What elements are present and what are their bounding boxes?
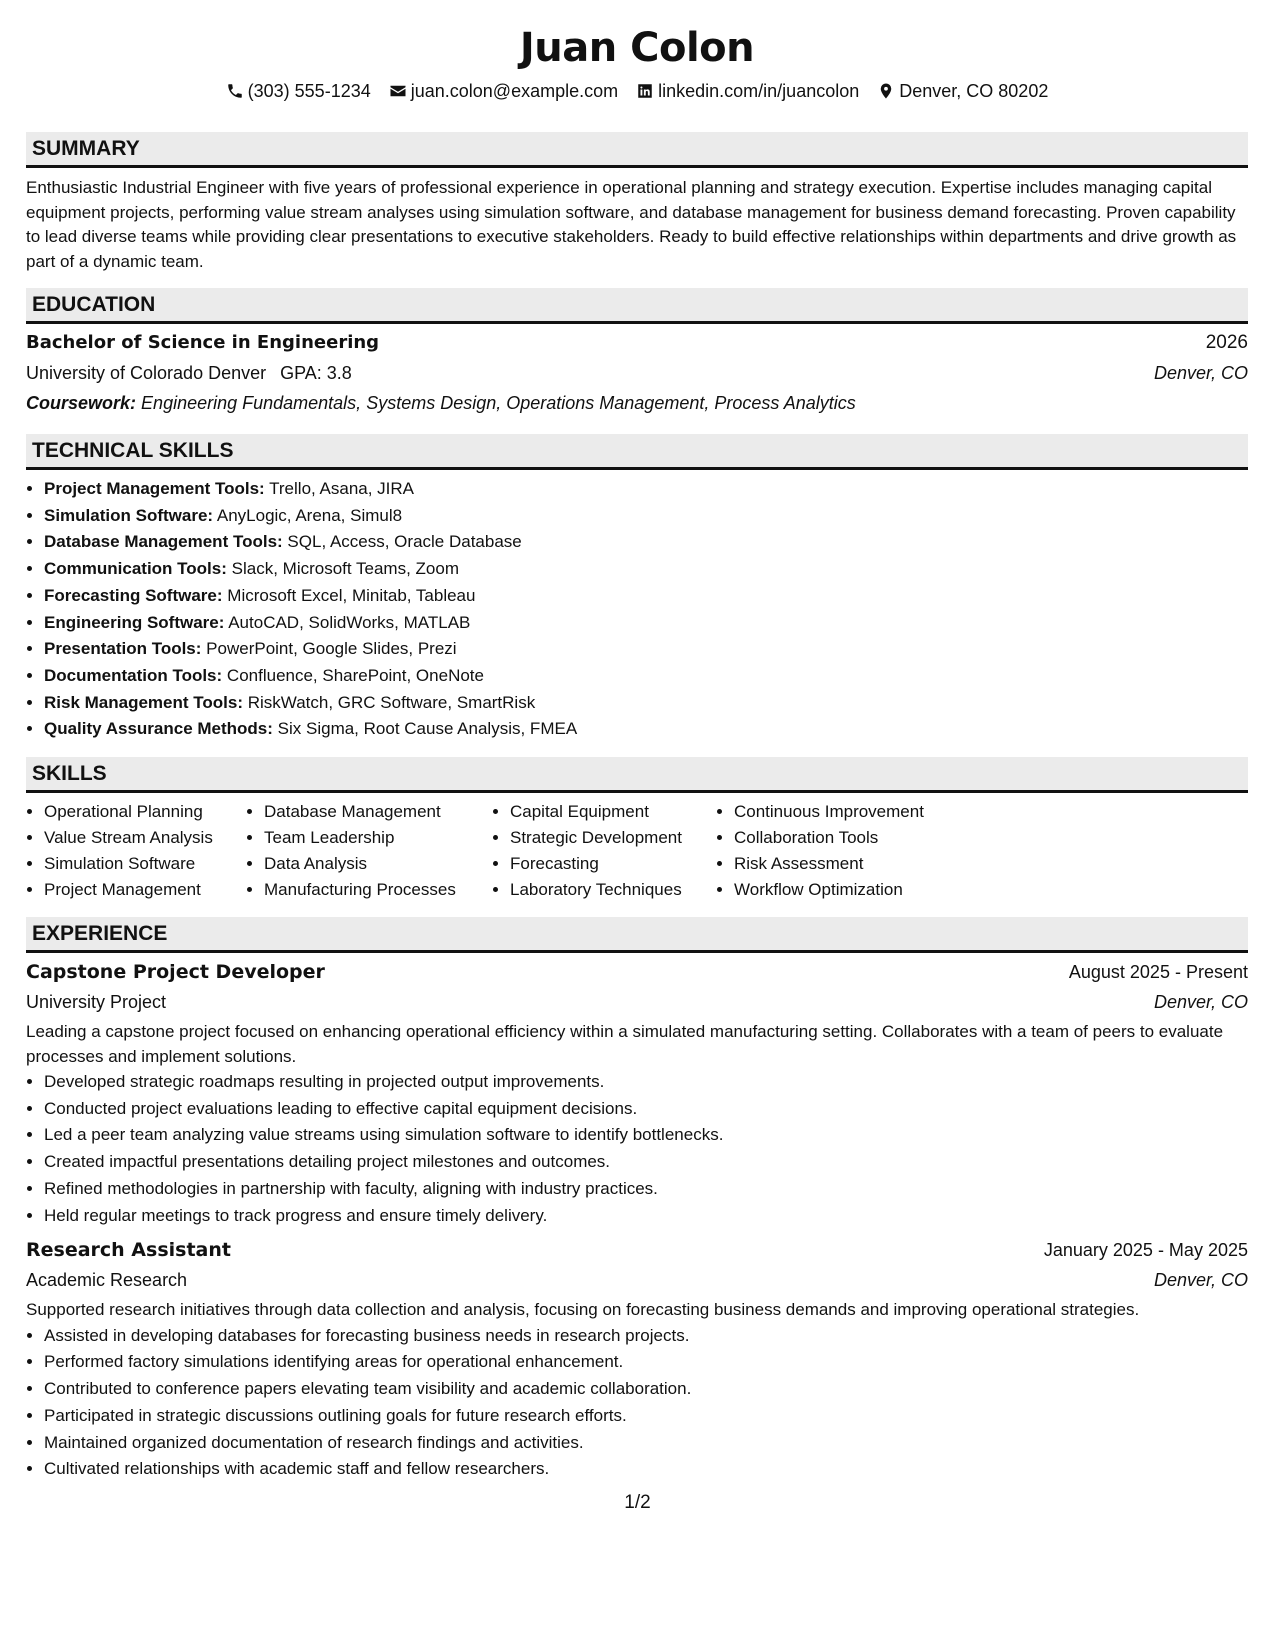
list-item <box>44 663 1248 690</box>
job-org-row <box>26 987 1248 1017</box>
contact-location <box>877 78 1048 104</box>
list-item: • Refined methodologies in partnership with faculty, aligning with industry practices. <box>44 1176 1248 1203</box>
skills-column <box>716 799 924 903</box>
skill-category: Engineering Software: <box>44 612 225 632</box>
school-name: University of Colorado Denver <box>26 363 267 383</box>
job-organization: Academic Research <box>26 1270 188 1291</box>
job-title: Research Assistant <box>26 1239 231 1262</box>
job-location: Denver, CO <box>1153 1270 1248 1291</box>
list-item: • Performed factory simulations identifying areas for operational enhancement. <box>44 1349 1248 1376</box>
skill-values: Microsoft Excel, Minitab, Tableau <box>227 585 476 605</box>
envelope-icon <box>389 82 407 100</box>
contact-row <box>26 78 1248 104</box>
school-location: Denver, CO <box>1153 363 1248 383</box>
skill-values: AnyLogic, Arena, Simul8 <box>216 505 403 525</box>
map-marker-icon <box>877 82 895 100</box>
list-item <box>44 583 1248 610</box>
skill-values: Slack, Microsoft Teams, Zoom <box>231 559 459 579</box>
list-item: • Capital Equipment <box>510 799 716 825</box>
job-organization: University Project <box>26 992 167 1013</box>
summary-text: Enthusiastic Industrial Engineer with five years of professional experience in operational planning and strategy execution. Expertise includes managing capital equipment projects, performing value stream analyses using simulation software, and database management for business demand forecasting. Proven capability to lead diverse teams while providing clear presentations to executive stakeholders. Ready to build effective relationships within departments and drive growth as part of a dynamic team. <box>26 178 1237 271</box>
education-section <box>26 288 1248 418</box>
skill-values: AutoCAD, SolidWorks, MATLAB <box>228 612 471 632</box>
skill-values: RiskWatch, GRC Software, SmartRisk <box>247 692 536 712</box>
experience-section <box>26 917 1248 1483</box>
list-item: • Cultivated relationships with academic staff and fellow researchers. <box>44 1456 1248 1483</box>
job-bullets <box>26 1323 1248 1483</box>
job-entry <box>26 957 1248 1229</box>
skill-category: Project Management Tools: <box>44 479 265 498</box>
job-title: Capstone Project Developer <box>26 961 325 984</box>
skill-values: Six Sigma, Root Cause Analysis, FMEA <box>277 719 578 739</box>
list-item: • Manufacturing Processes <box>264 877 492 903</box>
list-item: • Database Management <box>264 799 492 825</box>
phone-icon <box>226 82 244 100</box>
list-item: • Maintained organized documentation of research findings and activities. <box>44 1430 1248 1457</box>
list-item: • Created impactful presentations detailing project milestones and outcomes. <box>44 1149 1248 1176</box>
skill-category: Presentation Tools: <box>44 639 202 659</box>
list-item: • Forecasting <box>510 851 716 877</box>
skill-values: PowerPoint, Google Slides, Prezi <box>206 639 457 659</box>
phone-text: (303) 555-1234 <box>247 81 371 101</box>
education-row-degree <box>26 328 1248 358</box>
job-location: Denver, CO <box>1153 992 1248 1013</box>
contact-phone <box>226 78 371 104</box>
list-item: • Value Stream Analysis <box>44 825 246 851</box>
job-bullets <box>26 1069 1248 1229</box>
skills-column <box>492 799 716 903</box>
skills-grid <box>26 799 1248 903</box>
skill-values: Confluence, SharePoint, OneNote <box>226 665 484 685</box>
list-item: • Collaboration Tools <box>734 825 924 851</box>
list-item: • Developed strategic roadmaps resulting in projected output improvements. <box>44 1069 1248 1096</box>
list-item <box>44 476 1248 503</box>
job-entry <box>26 1235 1248 1483</box>
coursework-label: Coursework: <box>26 393 137 413</box>
list-item <box>44 556 1248 583</box>
skill-category: Communication Tools: <box>44 559 227 579</box>
list-item <box>44 610 1248 637</box>
list-item: • Simulation Software <box>44 851 246 877</box>
skill-values: SQL, Access, Oracle Database <box>287 532 522 552</box>
coursework-line <box>26 388 1248 418</box>
section-heading: EDUCATION <box>26 288 1248 324</box>
list-item <box>44 690 1248 717</box>
degree-title: Bachelor of Science in Engineering <box>26 332 380 353</box>
list-item: • Data Analysis <box>264 851 492 877</box>
list-item: • Conducted project evaluations leading to effective capital equipment decisions. <box>44 1096 1248 1123</box>
resume-page <box>26 20 1248 1483</box>
list-item: • Strategic Development <box>510 825 716 851</box>
list-item <box>44 503 1248 530</box>
linkedin-link[interactable]: linkedin.com/in/juancolon <box>658 81 860 101</box>
contact-linkedin[interactable] <box>636 78 859 104</box>
skill-category: Simulation Software: <box>44 505 214 525</box>
graduation-year: 2026 <box>1205 332 1248 353</box>
section-heading: TECHNICAL SKILLS <box>26 434 1248 470</box>
list-item: • Contributed to conference papers elevating team visibility and academic collaboration. <box>44 1376 1248 1403</box>
school-name-line <box>26 358 352 388</box>
list-item: • Led a peer team analyzing value streams using simulation software to identify bottlenecks. <box>44 1122 1248 1149</box>
list-item: • Continuous Improvement <box>734 799 924 825</box>
skill-category: Documentation Tools: <box>44 665 223 685</box>
skill-category: Forecasting Software: <box>44 585 223 605</box>
skill-category: Quality Assurance Methods: <box>44 719 273 739</box>
technical-skills-list <box>26 476 1248 743</box>
skill-values: Trello, Asana, JIRA <box>269 479 415 498</box>
list-item: • Participated in strategic discussions outlining goals for future research efforts. <box>44 1403 1248 1430</box>
list-item <box>44 716 1248 743</box>
list-item <box>44 529 1248 556</box>
skill-category: Risk Management Tools: <box>44 692 243 712</box>
skills-column <box>26 799 246 903</box>
summary-section <box>26 132 1248 274</box>
list-item: • Project Management <box>44 877 246 903</box>
list-item: • Operational Planning <box>44 799 246 825</box>
coursework-list: Engineering Fundamentals, Systems Design, Operations Management, Process Analytics <box>141 393 856 413</box>
contact-email[interactable] <box>389 78 618 104</box>
list-item: • Team Leadership <box>264 825 492 851</box>
page-number: 1/2 <box>624 1492 651 1513</box>
list-item: • Laboratory Techniques <box>510 877 716 903</box>
section-heading: EXPERIENCE <box>26 917 1248 953</box>
list-item: • Assisted in developing databases for forecasting business needs in research projects. <box>44 1323 1248 1350</box>
job-dates: January 2025 - May 2025 <box>1043 1240 1248 1261</box>
skills-section <box>26 757 1248 903</box>
job-org-row <box>26 1265 1248 1295</box>
section-heading: SUMMARY <box>26 132 1248 168</box>
job-header-row <box>26 1235 1248 1265</box>
section-heading: SKILLS <box>26 757 1248 793</box>
job-header-row <box>26 957 1248 987</box>
linkedin-icon <box>636 82 654 100</box>
job-dates: August 2025 - Present <box>1068 962 1248 983</box>
location-text: Denver, CO 80202 <box>899 81 1049 101</box>
list-item: • Workflow Optimization <box>734 877 924 903</box>
technical-skills-section <box>26 434 1248 743</box>
skill-category: Database Management Tools: <box>44 532 283 552</box>
candidate-name: Juan Colon <box>519 25 755 71</box>
gpa: GPA: 3.8 <box>280 363 352 383</box>
skills-column <box>246 799 492 903</box>
email-link[interactable]: juan.colon@example.com <box>410 81 619 101</box>
education-row-school <box>26 358 1248 388</box>
list-item: • Risk Assessment <box>734 851 924 877</box>
list-item <box>44 636 1248 663</box>
job-summary: Supported research initiatives through data collection and analysis, focusing on forecasting business demands and improving operational strategies. <box>26 1300 1140 1320</box>
list-item: • Held regular meetings to track progress and ensure timely delivery. <box>44 1203 1248 1230</box>
job-summary: Leading a capstone project focused on enhancing operational efficiency within a simulated manufacturing setting. Collaborates with a team of peers to evaluate processes and implement solutions. <box>26 1022 1224 1066</box>
